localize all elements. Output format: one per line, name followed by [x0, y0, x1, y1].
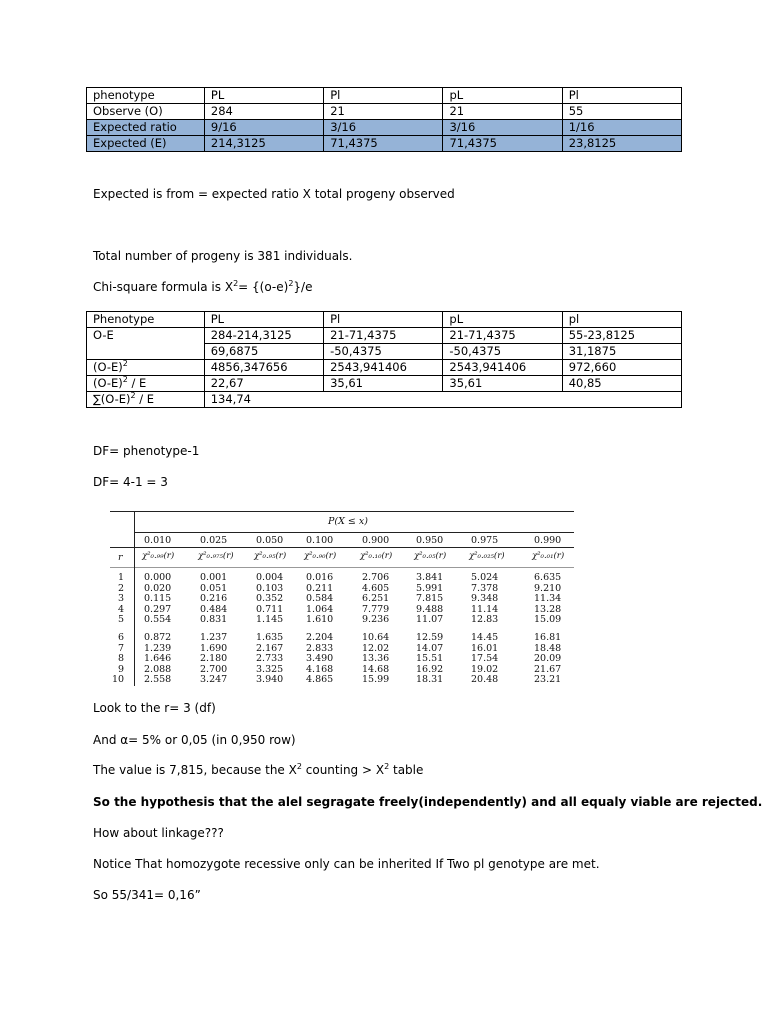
value-text: The value is 7,815, because the $X^2$ counting > $X^2$ table	[93, 762, 424, 777]
table-cell: 134,74	[204, 392, 681, 408]
table-cell: Pl	[324, 312, 443, 328]
table-value: 1.145	[256, 614, 284, 626]
table-cell: -50,4375	[443, 344, 562, 360]
degrees-of-freedom: 1	[117, 572, 124, 583]
table-value: 2.733	[256, 653, 284, 665]
table-value: 17.54	[471, 653, 499, 665]
table-value: 10.64	[362, 632, 390, 643]
chi-square-column-header: χ²₀.₀₂₅(r)	[469, 551, 505, 561]
table-row	[87, 104, 682, 120]
probability-header: 0.990	[534, 535, 562, 546]
table-value: 12.59	[416, 632, 444, 643]
table-value: 0.584	[306, 593, 334, 605]
table-cell: Phenotype	[87, 312, 205, 328]
chi-square-column-header: χ²₀.₀₁(r)	[532, 551, 565, 561]
table-value: 4.865	[306, 674, 334, 686]
table-cell: 2543,941406	[443, 360, 562, 376]
table-cell: $(O-E)^2$ / E	[87, 376, 205, 392]
table-value: 1.635	[256, 632, 284, 643]
table-value: 5.024	[471, 572, 499, 583]
table-value: 2.088	[144, 663, 172, 675]
table-cell: Pl	[324, 88, 443, 104]
table-value: 2.167	[256, 642, 284, 654]
table-value: 9.210	[534, 582, 562, 594]
table-cell: phenotype	[87, 88, 205, 104]
probability-header: 0.950	[416, 535, 444, 546]
table-value: 12.83	[471, 614, 499, 626]
table-cell: 3/16	[443, 120, 562, 136]
degrees-of-freedom: 5	[117, 614, 124, 626]
table-value: 14.45	[471, 632, 499, 643]
probability-header: 0.010	[144, 535, 172, 546]
degrees-of-freedom: 2	[117, 582, 124, 594]
probability-header: 0.100	[306, 535, 334, 546]
table-value: 6.635	[534, 572, 562, 583]
table-value: 0.711	[256, 603, 284, 615]
table-value: 23.21	[534, 674, 562, 686]
table-value: 0.872	[144, 632, 172, 643]
table-value: 1.239	[144, 642, 172, 654]
table-value: 13.28	[534, 603, 562, 615]
table-value: 16.92	[416, 663, 444, 675]
table-value: 2.833	[306, 642, 334, 654]
divider	[134, 532, 574, 533]
table-value: 0.352	[256, 593, 284, 605]
table-cell: Expected ratio	[87, 120, 205, 136]
total-progeny-text: Total number of progeny is 381 individuals.	[93, 249, 353, 263]
table-value: 6.251	[362, 593, 390, 605]
table-value: 11.14	[471, 603, 499, 615]
look-r-text: Look to the r= 3 (df)	[93, 701, 216, 715]
table-value: 15.99	[362, 674, 390, 686]
probability-header: 0.050	[256, 535, 284, 546]
table-value: 4.168	[306, 663, 334, 675]
table-cell: 2543,941406	[324, 360, 443, 376]
table-cell: 21	[443, 104, 562, 120]
linkage-question: How about linkage???	[93, 826, 224, 840]
table-row	[87, 360, 682, 376]
chi-square-calculation-table	[86, 311, 682, 408]
degrees-of-freedom: 6	[117, 632, 124, 643]
table-value: 3.490	[306, 653, 334, 665]
table-cell: 214,3125	[204, 136, 323, 152]
table-value: 2.204	[306, 632, 334, 643]
table-value: 14.07	[416, 642, 444, 654]
table-value: 0.216	[200, 593, 228, 605]
table-value: 20.48	[471, 674, 499, 686]
table-cell: pL	[443, 312, 562, 328]
ratio-text: So 55/341= 0,16”	[93, 888, 201, 902]
table-value: 2.700	[200, 663, 228, 675]
table-header-row	[87, 88, 682, 104]
degrees-of-freedom: 8	[117, 653, 124, 665]
probability-header: 0.025	[200, 535, 228, 546]
probability-header: 0.975	[471, 535, 499, 546]
expected-explanation: Expected is from = expected ratio X total progeny observed	[93, 187, 455, 201]
table-cell: 71,4375	[443, 136, 562, 152]
table-value: 0.554	[144, 614, 172, 626]
table-value: 18.48	[534, 642, 562, 654]
table-row-highlighted	[87, 136, 682, 152]
degrees-of-freedom: 7	[117, 642, 124, 654]
table-cell: Expected (E)	[87, 136, 205, 152]
table-value: 1.064	[306, 603, 334, 615]
table-row-highlighted	[87, 120, 682, 136]
df-value: DF= 4-1 = 3	[93, 475, 168, 489]
table-value: 0.211	[306, 582, 334, 594]
table-row	[87, 328, 682, 344]
table-value: 18.31	[416, 674, 444, 686]
table-value: 9.236	[362, 614, 390, 626]
table-value: 1.237	[200, 632, 228, 643]
table-header-row	[87, 312, 682, 328]
table-value: 3.841	[416, 572, 444, 583]
table-cell: 9/16	[204, 120, 323, 136]
expected-values-table	[86, 87, 682, 152]
table-cell: 21	[324, 104, 443, 120]
table-value: 11.34	[534, 593, 562, 605]
table-cell: 972,660	[562, 360, 681, 376]
table-cell: 21-71,4375	[324, 328, 443, 344]
table-value: 4.605	[362, 582, 390, 594]
probability-header: 0.900	[362, 535, 390, 546]
table-cell: 35,61	[443, 376, 562, 392]
table-value: 0.831	[200, 614, 228, 626]
table-value: 14.68	[362, 663, 390, 675]
table-value: 0.001	[200, 572, 228, 583]
table-value: 15.09	[534, 614, 562, 626]
table-cell: PL	[204, 312, 323, 328]
table-cell: 69,6875	[204, 344, 323, 360]
divider	[110, 511, 574, 512]
table-value: 20.09	[534, 653, 562, 665]
table-value: 5.991	[416, 582, 444, 594]
table-value: 7.779	[362, 603, 390, 615]
table-cell: 4856,347656	[204, 360, 323, 376]
table-value: 9.348	[471, 593, 499, 605]
degrees-of-freedom: 9	[117, 663, 124, 675]
probability-title: P(X ≤ x)	[328, 516, 368, 527]
table-value: 0.016	[306, 572, 334, 583]
chi-square-column-header: χ²₀.₁₀(r)	[360, 551, 393, 561]
table-cell: 31,1875	[562, 344, 681, 360]
table-cell: 23,8125	[562, 136, 681, 152]
table-cell: 3/16	[324, 120, 443, 136]
degrees-of-freedom: 10	[112, 674, 125, 686]
table-value: 9.488	[416, 603, 444, 615]
table-value: 0.004	[256, 572, 284, 583]
table-cell: 55-23,8125	[562, 328, 681, 344]
table-cell: 22,67	[204, 376, 323, 392]
table-value: 0.115	[144, 593, 172, 605]
table-value: 0.020	[144, 582, 172, 594]
table-cell: 35,61	[324, 376, 443, 392]
table-value: 1.690	[200, 642, 228, 654]
alpha-text: And α= 5% or 0,05 (in 0,950 row)	[93, 733, 296, 747]
table-value: 0.000	[144, 572, 172, 583]
chi-square-formula: Chi-square formula is $X^2= \{(o-e)^2\}/e$	[93, 279, 313, 294]
table-cell: 1/16	[562, 120, 681, 136]
table-value: 12.02	[362, 642, 390, 654]
table-value: 1.646	[144, 653, 172, 665]
table-value: 15.51	[416, 653, 444, 665]
table-value: 13.36	[362, 653, 390, 665]
table-value: 3.247	[200, 674, 228, 686]
table-value: 2.706	[362, 572, 390, 583]
table-row	[87, 392, 682, 408]
table-cell: $\sum(O-E)^2$ / E	[87, 392, 205, 408]
table-value: 0.103	[256, 582, 284, 594]
table-value: 0.484	[200, 603, 228, 615]
df-definition: DF= phenotype-1	[93, 444, 200, 458]
table-value: 2.558	[144, 674, 172, 686]
degrees-of-freedom: 4	[117, 603, 124, 615]
table-value: 21.67	[534, 663, 562, 675]
table-cell: Observe (O)	[87, 104, 205, 120]
table-cell: 40,85	[562, 376, 681, 392]
table-row	[87, 376, 682, 392]
table-cell: 284	[204, 104, 323, 120]
table-value: 1.610	[306, 614, 334, 626]
table-cell: Pl	[562, 88, 681, 104]
divider	[134, 511, 135, 686]
table-value: 11.07	[416, 614, 444, 626]
degrees-of-freedom: 3	[117, 593, 124, 605]
table-value: 16.01	[471, 642, 499, 654]
r-label: r	[118, 552, 123, 563]
table-value: 7.378	[471, 582, 499, 594]
table-cell: pL	[443, 88, 562, 104]
divider	[110, 567, 574, 568]
table-cell: 284-214,3125	[204, 328, 323, 344]
chi-square-column-header: χ²₀.₉₅(r)	[254, 551, 287, 561]
table-value: 3.940	[256, 674, 284, 686]
table-value: 7.815	[416, 593, 444, 605]
table-cell: PL	[204, 88, 323, 104]
chi-square-column-header: χ²₀.₉₉(r)	[142, 551, 175, 561]
table-value: 16.81	[534, 632, 562, 643]
divider	[110, 547, 574, 548]
table-cell: pl	[562, 312, 681, 328]
table-cell: 55	[562, 104, 681, 120]
table-value: 0.051	[200, 582, 228, 594]
table-cell: O-E	[87, 328, 205, 360]
table-cell: -50,4375	[324, 344, 443, 360]
table-value: 2.180	[200, 653, 228, 665]
table-value: 0.297	[144, 603, 172, 615]
chi-square-column-header: χ²₀.₉₇₅(r)	[198, 551, 234, 561]
table-value: 19.02	[471, 663, 499, 675]
table-cell: 71,4375	[324, 136, 443, 152]
chi-square-column-header: χ²₀.₀₅(r)	[414, 551, 447, 561]
table-value: 3.325	[256, 663, 284, 675]
notice-text: Notice That homozygote recessive only can be inherited If Two pl genotype are met.	[93, 857, 600, 871]
chi-square-reference-table	[110, 505, 574, 688]
hypothesis-conclusion: So the hypothesis that the alel segragate freely(independently) and all equaly viable are rejected.	[93, 795, 763, 809]
chi-square-column-header: χ²₀.₉₀(r)	[304, 551, 337, 561]
table-cell: 21-71,4375	[443, 328, 562, 344]
table-cell: $(O-E)^2$	[87, 360, 205, 376]
